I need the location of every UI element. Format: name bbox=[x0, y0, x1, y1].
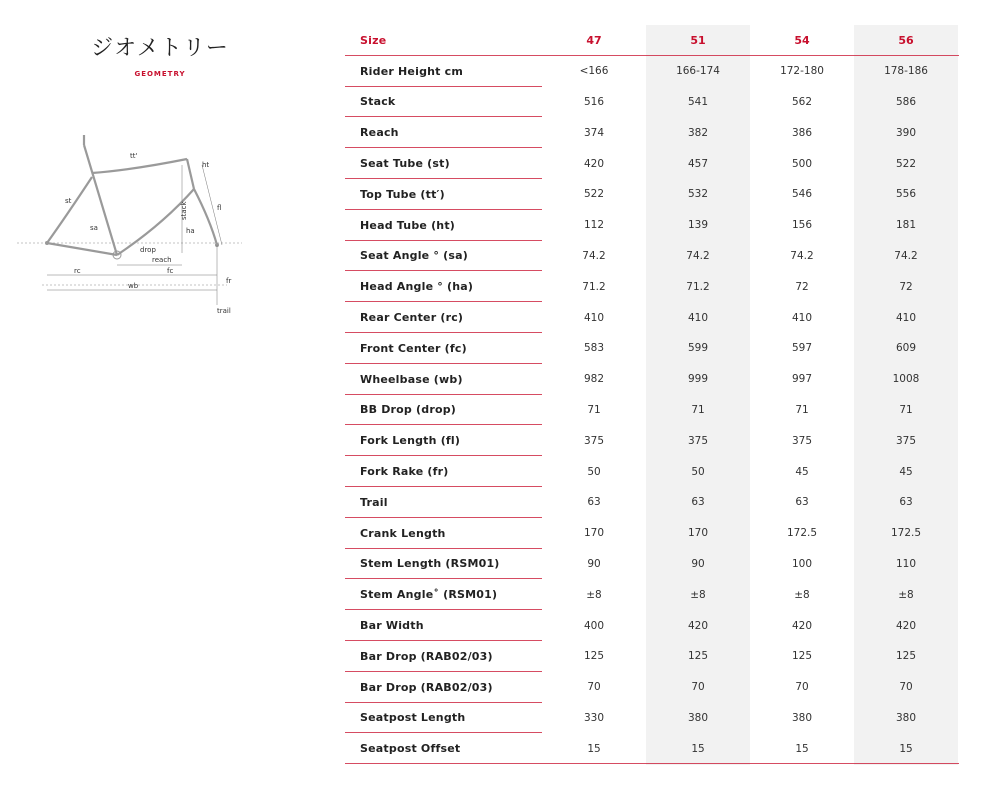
row-value: 522 bbox=[895, 157, 917, 170]
row-value: 170 bbox=[583, 527, 605, 540]
table-row bbox=[345, 210, 959, 241]
row-label: Fork Rake (fr) bbox=[360, 465, 449, 479]
row-value: 330 bbox=[583, 711, 605, 724]
table-row bbox=[345, 703, 959, 734]
row-value: ±8 bbox=[690, 588, 706, 601]
row-value: 410 bbox=[583, 311, 605, 324]
row-value: 172.5 bbox=[786, 527, 818, 540]
row-value: 420 bbox=[895, 619, 917, 632]
fork-line bbox=[194, 189, 217, 245]
row-value: 599 bbox=[687, 342, 709, 355]
row-value: 532 bbox=[687, 188, 709, 201]
row-label: Reach bbox=[360, 126, 399, 140]
row-value: 71 bbox=[691, 403, 705, 416]
row-value: 50 bbox=[691, 465, 705, 478]
row-value: 125 bbox=[895, 650, 917, 663]
row-value: 70 bbox=[691, 681, 705, 694]
row-value: 45 bbox=[899, 465, 913, 478]
row-value: 125 bbox=[791, 650, 813, 663]
table-row bbox=[345, 549, 959, 580]
row-value: 375 bbox=[687, 434, 709, 447]
row-value: 90 bbox=[587, 557, 601, 570]
row-label: Fork Length (fl) bbox=[360, 434, 461, 448]
table-row bbox=[345, 579, 959, 610]
row-value: 1008 bbox=[892, 373, 920, 386]
row-value: 997 bbox=[791, 373, 813, 386]
table-row bbox=[345, 241, 959, 272]
row-value: 63 bbox=[691, 496, 705, 509]
page-title: ジオメトリー bbox=[91, 36, 229, 61]
row-value: 410 bbox=[895, 311, 917, 324]
seatstay-line bbox=[47, 177, 92, 243]
row-value: 410 bbox=[687, 311, 709, 324]
row-value: 170 bbox=[687, 527, 709, 540]
row-value: 74.2 bbox=[790, 249, 814, 262]
row-value: 71.2 bbox=[582, 280, 606, 293]
row-value: 390 bbox=[895, 126, 917, 139]
row-value: 90 bbox=[691, 557, 705, 570]
row-value: 15 bbox=[795, 742, 809, 755]
row-value: 382 bbox=[687, 126, 709, 139]
seat-tube-line bbox=[84, 145, 117, 255]
row-value: 999 bbox=[687, 373, 709, 386]
row-value: 500 bbox=[791, 157, 813, 170]
row-value: 70 bbox=[795, 681, 809, 694]
row-value: 74.2 bbox=[582, 249, 606, 262]
row-label: Stem Length (RSM01) bbox=[360, 557, 500, 571]
row-value: 71 bbox=[899, 403, 913, 416]
label-fl: fl bbox=[217, 204, 222, 212]
label-ht: ht bbox=[202, 161, 210, 169]
bike-geometry-diagram bbox=[12, 125, 247, 320]
row-label: Seat Angle ° (sa) bbox=[360, 249, 468, 263]
row-value: 982 bbox=[583, 373, 605, 386]
label-reach: reach bbox=[152, 256, 172, 264]
row-value: 63 bbox=[795, 496, 809, 509]
label-drop: drop bbox=[140, 246, 156, 254]
row-value: 380 bbox=[895, 711, 917, 724]
size-header-value: 54 bbox=[794, 33, 810, 47]
row-value: 546 bbox=[791, 188, 813, 201]
row-label: Trail bbox=[360, 495, 388, 509]
table-row bbox=[345, 425, 959, 456]
row-label: Rear Center (rc) bbox=[360, 311, 464, 325]
row-value: 609 bbox=[895, 342, 917, 355]
row-label: Stem Angle˚ (RSM01) bbox=[360, 588, 498, 602]
row-value: ±8 bbox=[898, 588, 914, 601]
table-header-row bbox=[345, 25, 959, 56]
table-row bbox=[345, 364, 959, 395]
label-fc: fc bbox=[167, 267, 174, 275]
row-value: 562 bbox=[791, 95, 813, 108]
row-value: 583 bbox=[583, 342, 605, 355]
table-row bbox=[345, 87, 959, 118]
row-value: 420 bbox=[583, 157, 605, 170]
row-value: 71 bbox=[587, 403, 601, 416]
row-label: Bar Width bbox=[360, 619, 424, 633]
row-value: 71.2 bbox=[686, 280, 710, 293]
row-label: Wheelbase (wb) bbox=[360, 372, 463, 386]
row-label: Seatpost Length bbox=[360, 711, 466, 725]
label-stack: stack bbox=[180, 201, 188, 220]
row-value: 420 bbox=[791, 619, 813, 632]
row-label: Stack bbox=[360, 95, 396, 109]
label-st: st bbox=[65, 197, 72, 205]
row-value: 156 bbox=[791, 219, 813, 232]
geometry-table bbox=[345, 25, 959, 764]
row-value: <166 bbox=[579, 65, 609, 78]
row-value: 374 bbox=[583, 126, 605, 139]
row-value: 15 bbox=[691, 742, 705, 755]
row-value: 15 bbox=[899, 742, 913, 755]
table-row bbox=[345, 179, 959, 210]
row-value: 15 bbox=[587, 742, 601, 755]
row-value: 70 bbox=[899, 681, 913, 694]
row-value: 516 bbox=[583, 95, 605, 108]
row-value: 70 bbox=[587, 681, 601, 694]
row-value: 420 bbox=[687, 619, 709, 632]
row-value: 457 bbox=[687, 157, 709, 170]
row-value: 181 bbox=[895, 219, 917, 232]
size-header-label: Size bbox=[360, 33, 387, 47]
row-value: 522 bbox=[583, 188, 605, 201]
row-value: 112 bbox=[583, 219, 605, 232]
row-value: 63 bbox=[587, 496, 601, 509]
label-rc: rc bbox=[74, 267, 81, 275]
row-value: 72 bbox=[795, 280, 809, 293]
row-label: Head Tube (ht) bbox=[360, 218, 456, 232]
top-tube-line bbox=[92, 159, 187, 173]
table-row bbox=[345, 672, 959, 703]
row-value: ±8 bbox=[794, 588, 810, 601]
row-label: Seat Tube (st) bbox=[360, 157, 450, 171]
table-row bbox=[345, 271, 959, 302]
table-row bbox=[345, 610, 959, 641]
table-row bbox=[345, 117, 959, 148]
row-label: BB Drop (drop) bbox=[360, 403, 456, 417]
row-value: 125 bbox=[687, 650, 709, 663]
row-value: 172-180 bbox=[780, 65, 824, 78]
table-row bbox=[345, 333, 959, 364]
geometry-table-rows bbox=[345, 25, 959, 764]
row-label: Top Tube (tt′) bbox=[360, 187, 445, 201]
label-trail: trail bbox=[217, 307, 231, 315]
page-subtitle: GEOMETRY bbox=[134, 70, 186, 78]
row-value: 71 bbox=[795, 403, 809, 416]
table-row bbox=[345, 733, 959, 764]
label-ha: ha bbox=[186, 227, 195, 235]
row-value: 410 bbox=[791, 311, 813, 324]
row-value: 50 bbox=[587, 465, 601, 478]
table-row bbox=[345, 518, 959, 549]
row-label: Bar Drop (RAB02/03) bbox=[360, 680, 493, 694]
geometry-header-panel bbox=[0, 0, 320, 800]
row-value: 74.2 bbox=[894, 249, 918, 262]
row-value: 375 bbox=[895, 434, 917, 447]
table-row bbox=[345, 487, 959, 518]
table-row bbox=[345, 302, 959, 333]
row-value: 125 bbox=[583, 650, 605, 663]
row-value: 74.2 bbox=[686, 249, 710, 262]
row-label: Front Center (fc) bbox=[360, 341, 467, 355]
table-row bbox=[345, 395, 959, 426]
row-value: 178-186 bbox=[884, 65, 928, 78]
label-tt: tt' bbox=[130, 152, 138, 160]
table-row bbox=[345, 641, 959, 672]
row-label: Head Angle ° (ha) bbox=[360, 280, 474, 294]
label-fr: fr bbox=[226, 277, 232, 285]
chainstay-line bbox=[47, 243, 117, 255]
size-header-value: 56 bbox=[898, 33, 914, 47]
row-value: 110 bbox=[895, 557, 917, 570]
row-value: 380 bbox=[791, 711, 813, 724]
row-value: 556 bbox=[895, 188, 917, 201]
row-value: 172.5 bbox=[890, 527, 922, 540]
row-value: 72 bbox=[899, 280, 913, 293]
row-value: 375 bbox=[791, 434, 813, 447]
row-value: 586 bbox=[895, 95, 917, 108]
table-row bbox=[345, 456, 959, 487]
size-header-value: 51 bbox=[690, 33, 706, 47]
row-value: 166-174 bbox=[676, 65, 720, 78]
row-value: 597 bbox=[791, 342, 813, 355]
row-value: 400 bbox=[583, 619, 605, 632]
size-header-value: 47 bbox=[586, 33, 602, 47]
row-value: 63 bbox=[899, 496, 913, 509]
row-value: 386 bbox=[791, 126, 813, 139]
row-value: 541 bbox=[687, 95, 709, 108]
row-value: ±8 bbox=[586, 588, 602, 601]
row-label: Bar Drop (RAB02/03) bbox=[360, 649, 493, 663]
row-value: 100 bbox=[791, 557, 813, 570]
rear-axle bbox=[45, 241, 49, 245]
row-value: 139 bbox=[687, 219, 709, 232]
row-value: 375 bbox=[583, 434, 605, 447]
label-sa: sa bbox=[90, 224, 98, 232]
row-value: 380 bbox=[687, 711, 709, 724]
table-row bbox=[345, 148, 959, 179]
label-wb: wb bbox=[128, 282, 139, 290]
row-label: Seatpost Offset bbox=[360, 742, 461, 756]
row-value: 45 bbox=[795, 465, 809, 478]
row-label: Crank Length bbox=[360, 526, 446, 540]
row-label: Rider Height cm bbox=[360, 64, 464, 78]
head-tube-line bbox=[187, 159, 194, 189]
row-divider bbox=[345, 763, 959, 764]
table-row bbox=[345, 56, 959, 87]
